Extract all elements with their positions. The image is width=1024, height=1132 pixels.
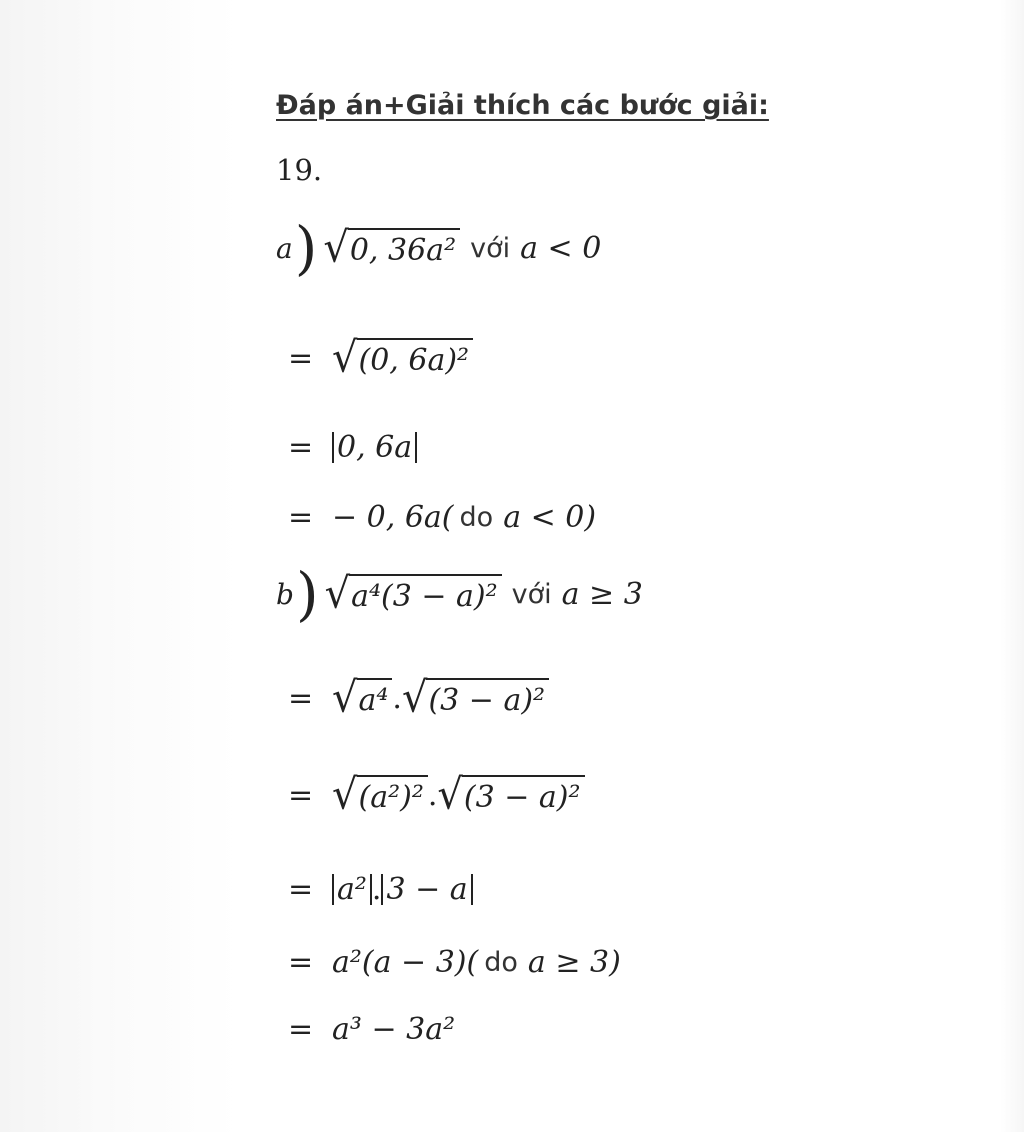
part-a-condition: a < 0 [520, 230, 602, 266]
part-b-step2-right [437, 770, 584, 820]
part-a-radicand: 0, 36a² [348, 228, 460, 268]
part-b-paren: ) [295, 560, 319, 628]
part-b-step4 [288, 945, 621, 980]
part-b-step4-cond: a ≥ 3) [527, 945, 621, 980]
part-b-step2-left [332, 770, 428, 820]
part-b-radicand: a⁴(3 − a)² [349, 574, 502, 614]
part-b-step3-right-abs: 3 − a [381, 874, 472, 906]
part-b-step1: = √ a⁴ . √ (3 − a)² [288, 678, 549, 718]
part-a-step1-radical [332, 333, 473, 383]
sqrt-icon: √ [437, 770, 463, 820]
part-b-condition: a ≥ 3 [561, 576, 643, 612]
answer-heading: Đáp án+Giải thích các bước giải: [276, 90, 769, 121]
equals-sign: = [288, 872, 314, 907]
equals-sign: = [288, 680, 314, 716]
part-a-step3-cond: a < 0) [503, 500, 597, 535]
equals-sign: = [288, 777, 314, 813]
equals-sign: = [288, 1012, 314, 1047]
part-b-step2-right-radicand: (3 − a)² [462, 775, 585, 815]
sqrt-icon: √ [332, 770, 358, 820]
equals-sign: = [288, 340, 314, 376]
part-a-step3-do: do [459, 502, 494, 533]
part-b-step4-do: do [484, 947, 518, 978]
problem-number: 19. [276, 153, 323, 187]
part-a-step1 [288, 333, 473, 383]
part-a-condition-word: với [470, 232, 511, 264]
part-b-condition-word: với [511, 578, 552, 610]
sqrt-icon: √ [332, 673, 358, 723]
part-b-step3: = a² . 3 − a [288, 872, 473, 907]
sqrt-icon: √ [324, 569, 351, 619]
part-a-step2 [288, 430, 417, 465]
part-b-step1-left-radicand: a⁴ [357, 678, 393, 718]
part-b-step1-left [332, 673, 392, 723]
part-a-step3 [288, 500, 596, 535]
equals-sign: = [288, 500, 314, 535]
part-b-step3-left-abs: a² [332, 874, 372, 906]
part-b-step1-right-radicand: (3 − a)² [426, 678, 549, 718]
part-b-step2-left-radicand: (a²)² [357, 775, 428, 815]
part-a-paren: ) [294, 214, 318, 282]
part-a-statement [276, 214, 602, 282]
part-a-step3-main: − 0, 6a( [332, 500, 454, 535]
sqrt-icon: √ [332, 333, 358, 383]
part-b-radical [324, 569, 502, 619]
part-b-step2: = √ (a²)² . √ (3 − a)² [288, 775, 585, 815]
part-b-label: b [276, 577, 294, 611]
part-a-step1-radicand: (0, 6a)² [357, 338, 474, 378]
part-a-label: a [276, 231, 293, 265]
part-b-step5-result: a³ − 3a² [332, 1012, 456, 1047]
part-b-step5 [288, 1012, 455, 1047]
equals-sign: = [288, 945, 314, 980]
part-b-statement [276, 560, 643, 628]
part-a-radical [323, 223, 460, 273]
part-b-step4-main: a²(a − 3)( [332, 945, 479, 980]
equals-sign: = [288, 430, 314, 465]
sqrt-icon: √ [401, 673, 428, 723]
sqrt-icon: √ [323, 223, 349, 273]
solution-content [276, 88, 769, 188]
part-a-step2-abs: 0, 6a [332, 432, 417, 464]
